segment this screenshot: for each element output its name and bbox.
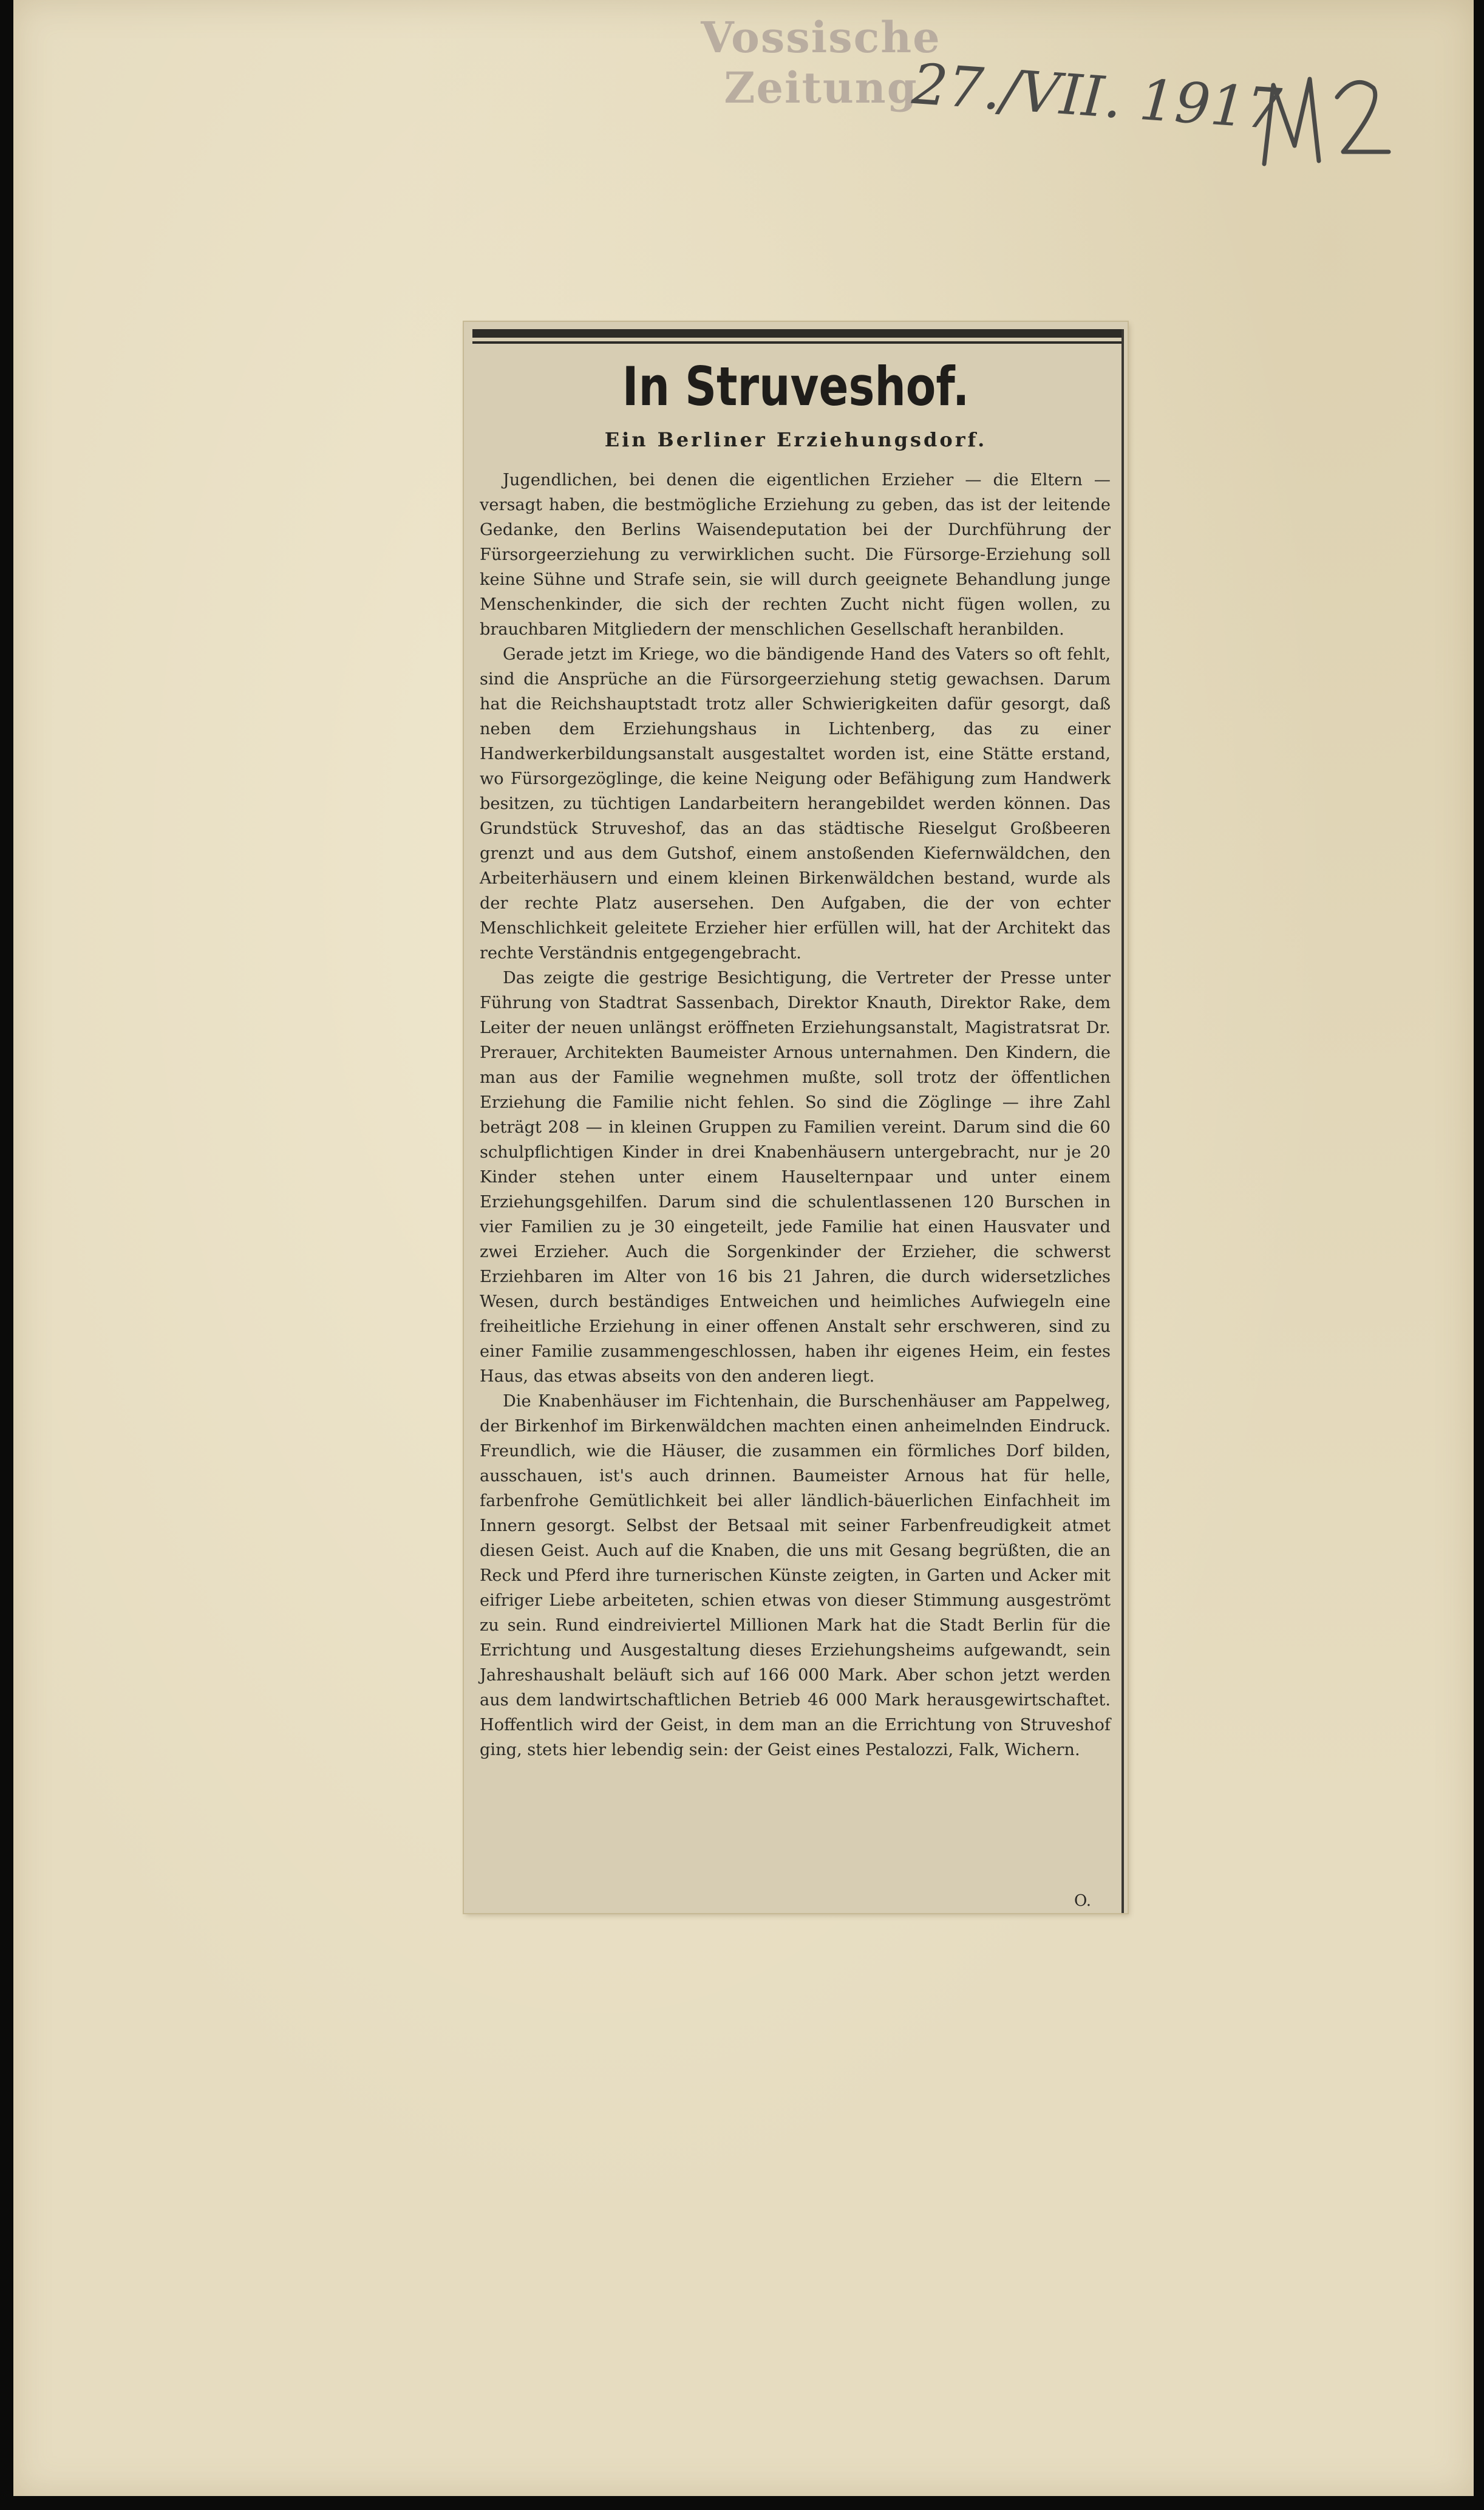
archive-sheet bbox=[13, 0, 1474, 2496]
article-headline: In Struveshof. bbox=[622, 355, 970, 418]
top-rule bbox=[472, 329, 1123, 338]
article-paragraph: Jugendlichen, bei denen die eigentlichen Erzieher — die Eltern — versagt haben, die bestmögliche Erziehung zu geben, das ist der leitende Gedanke, den Berlins Waisendeputation bei der Durchführung der Fürsorgeerziehung zu verwirklichen sucht. Die Fürsorge-Erziehung soll keine Sühne und Strafe sein, sie will durch geeignete Behandlung junge Menschenkinder, die sich der rechten Zucht nicht fügen wollen, zu brauchbaren Mitgliedern der menschlichen Gesellschaft heranbilden. bbox=[480, 471, 1111, 639]
article-paragraph: Gerade jetzt im Kriege, wo die bändigende Hand des Vaters so oft fehlt, sind die Ansprüche an die Fürsorgeerziehung stetig gewachsen. Darum hat die Reichshauptstadt trotz aller Schwierigkeiten dafür gesorgt, daß neben dem Erziehungshaus in Lichtenberg, das zu einer Handwerkerbildungsanstalt ausgestaltet worden ist, eine Stätte erstand, wo Fürsorgezöglinge, die keine Neigung oder Befähigung zum Handwerk besitzen, zu tüchtigen Landarbeitern herangebildet werden können. Das Grundstück Struveshof, das an das städtische Rieselgut Großbeeren grenzt und aus dem Gutshof, einem anstoßenden Kiefernwäldchen, den Arbeiterhäusern und einem kleinen Birkenwäldchen bestand, wurde als der rechte Platz ausersehen. Den Aufgaben, die der von echter Menschlichkeit geleitete Erzieher hier erfüllen will, hat der Architekt das rechte Verständnis entgegengebracht. bbox=[480, 645, 1111, 963]
newspaper-name-stamp: Vossische Zeitung bbox=[701, 12, 941, 113]
handwritten-date: 27./VII. 1917 bbox=[910, 51, 1284, 143]
article-paragraph: Das zeigte die gestrige Besichtigung, die Vertreter der Presse unter Führung von Stadtrat Sassenbach, Direktor Knauth, Direktor Rake, dem Leiter der neuen unlängst eröffneten Erziehungsanstalt, Magistratsrat Dr. Prerauer, Architekten Baumeister Arnous unternahmen. Den Kindern, die man aus der Familie wegnehmen mußte, soll trotz der öffentlichen Erziehung die Familie nicht fehlen. So sind die Zöglinge — ihre Zahl beträgt 208 — in kleinen Gruppen zu Familien vereint. Darum sind die 60 schulpflichtigen Kinder in drei Knabenhäusern untergebracht, nur je 20 Kinder stehen unter einem Hauselternpaar und unter einem Erziehungsgehilfen. Darum sind die schulentlassenen 120 Burschen in vier Familien zu je 30 eingeteilt, jede Familie hat einen Hausvater und zwei Erzieher. Auch die Sorgenkinder der Erzieher, die schwerst Erziehbaren im Alter von 16 bis 21 Jahren, die durch widersetzliches Wesen, durch beständiges Entweichen und heimliches Aufwiegeln eine freiheitliche Erziehung in einer offenen Anstalt sehr erschweren, sind zu einer Familie zusammengeschlossen, haben ihr eigenes Heim, ein festes Haus, das etwas abseits von den anderen liegt. bbox=[480, 969, 1111, 1386]
handwritten-mark-drawing bbox=[1252, 61, 1398, 176]
author-signature: O. bbox=[1074, 1892, 1091, 1910]
newspaper-clipping bbox=[464, 322, 1128, 1913]
column-rule bbox=[1122, 329, 1124, 1913]
article-subheadline: Ein Berliner Erziehungsdorf. bbox=[604, 428, 987, 451]
article-body bbox=[480, 468, 1111, 1762]
top-rule-thin bbox=[472, 341, 1123, 344]
handwritten-mark bbox=[1252, 61, 1398, 176]
article-paragraph: Die Knabenhäuser im Fichtenhain, die Burschenhäuser am Pappelweg, der Birkenhof im Birkenwäldchen machten einen anheimelnden Eindruck. Freundlich, wie die Häuser, die zusammen ein förmliches Dorf bilden, ausschauen, ist's auch drinnen. Baumeister Arnous hat für helle, farbenfrohe Gemütlichkeit bei aller ländlich-bäuerlichen Einfachheit im Innern gesorgt. Selbst der Betsaal mit seiner Farbenfreudigkeit atmet diesen Geist. Auch auf die Knaben, die uns mit Gesang begrüßten, die an Reck und Pferd ihre turnerischen Künste zeigten, in Garten und Acker mit eifriger Liebe arbeiteten, schien etwas von dieser Stimmung ausgeströmt zu sein. Rund eindreiviertel Millionen Mark hat die Stadt Berlin für die Errichtung und Ausgestaltung dieses Erziehungsheims aufgewandt, sein Jahreshaushalt beläuft sich auf 166 000 Mark. Aber schon jetzt werden aus dem landwirtschaftlichen Betrieb 46 000 Mark herausgewirtschaftet. Hoffentlich wird der Geist, in dem man an die Errichtung von Struveshof ging, stets hier lebendig sein: der Geist eines Pestalozzi, Falk, Wichern. bbox=[480, 1392, 1111, 1759]
